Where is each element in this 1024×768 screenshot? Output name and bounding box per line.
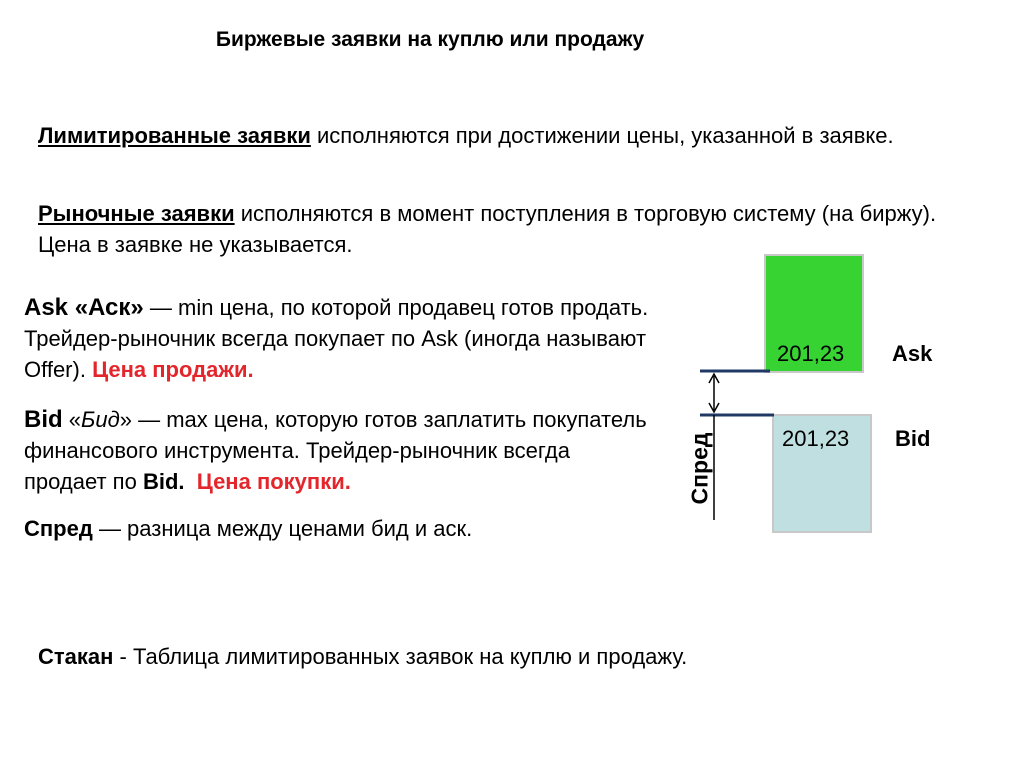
spread-label: Спред: [686, 432, 713, 505]
limit-orders-text: исполняются при достижении цены, указанной в заявке.: [310, 123, 894, 148]
bid-label: Bid: [895, 426, 931, 451]
bid-term: Bid: [24, 406, 63, 433]
market-orders-text: исполняются в момент поступления в торговую систему (на биржу). Цена в заявке не указывается.: [38, 201, 937, 257]
bid-quote-open: «: [62, 407, 82, 432]
ask-term: Ask «Аск»: [24, 294, 144, 321]
ask-price: 201,23: [777, 341, 845, 366]
ask-label: Ask: [892, 341, 933, 366]
spread-term: Спред: [24, 516, 93, 541]
stakan-term: Стакан: [38, 644, 114, 669]
bid-term-ru: Бид: [81, 407, 120, 432]
page-title: Биржевые заявки на куплю или продажу: [215, 28, 645, 51]
spread-text: — разница между ценами бид и аск.: [92, 516, 473, 541]
stakan-text: - Таблица лимитированных заявок на куплю и продажу.: [113, 644, 688, 669]
bid-price: 201,23: [782, 426, 850, 451]
limit-orders-term: Лимитированные заявки: [38, 123, 311, 148]
ask-highlight: Цена продажи.: [92, 357, 254, 382]
market-orders-term: Рыночные заявки: [38, 201, 235, 226]
bid-text: » — max цена, которую готов заплатить покупатель финансового инструмента. Трейдер-рыночник всегда продает по: [24, 407, 647, 494]
bid-highlight: Цена покупки.: [196, 469, 351, 494]
bid-term-2: Bid.: [142, 469, 185, 494]
ask-text: — min цена, по которой продавец готов продать. Трейдер-рыночник всегда покупает по Ask (иногда называют Offer).: [24, 295, 649, 382]
